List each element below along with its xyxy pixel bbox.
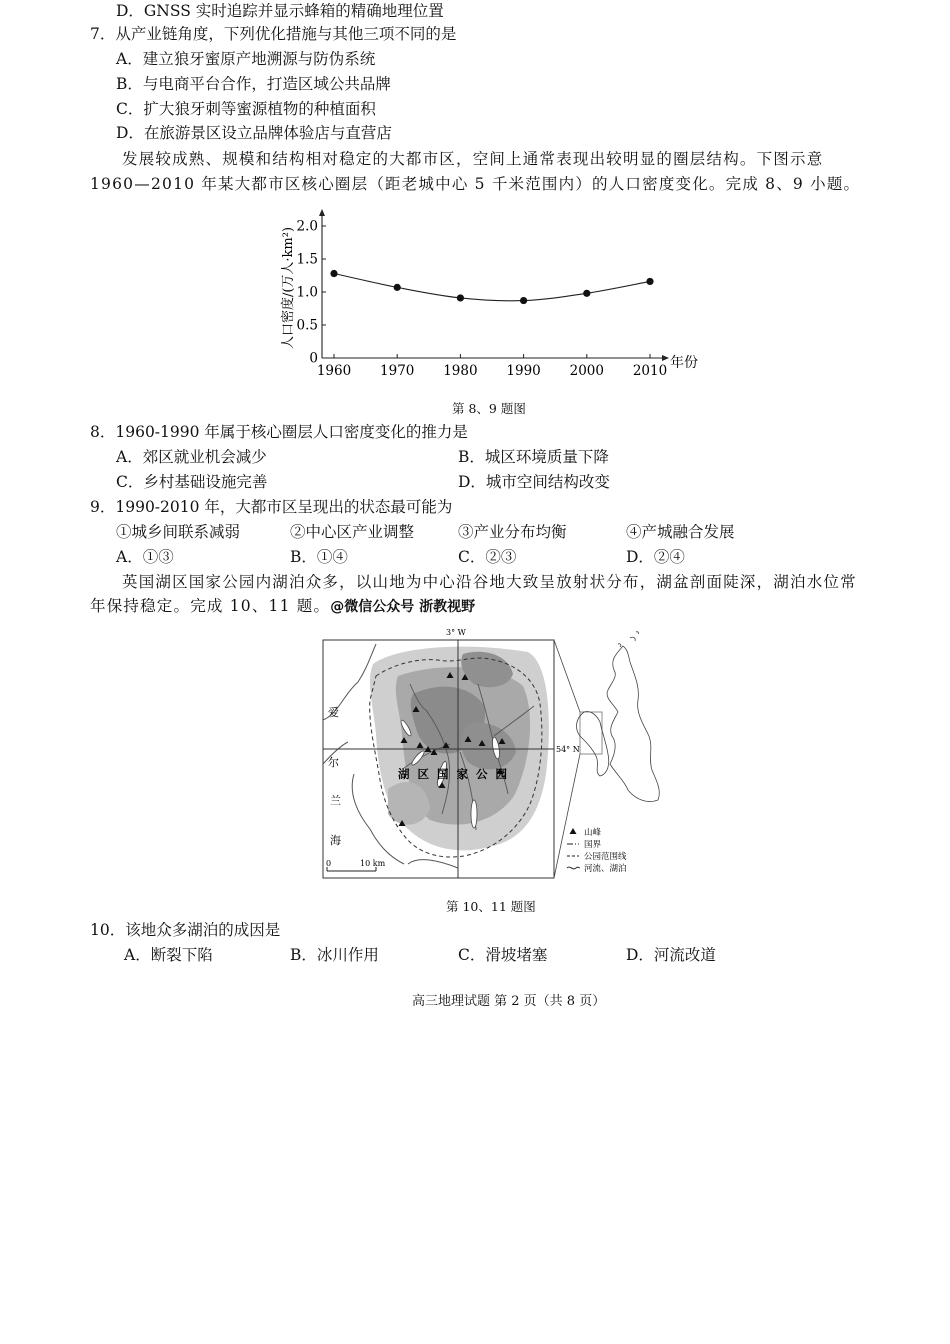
q7-option-d: D．在旅游景区设立品牌体验店与直营店	[116, 124, 392, 142]
q9-stem: 9．1990-2010 年，大都市区呈现出的状态最可能为	[90, 498, 453, 516]
sea-label-char: 尔	[328, 756, 339, 769]
svg-text:山峰: 山峰	[584, 828, 602, 838]
chart-axes	[319, 209, 669, 361]
y-tick-label: 0.5	[296, 317, 318, 334]
q9-option-d: D．②④	[626, 548, 685, 566]
q7-stem: 7．从产业链角度，下列优化措施与其他三项不同的是	[90, 25, 457, 43]
y-axis-label: 人口密度/(万人·km²)	[281, 226, 296, 350]
q10-stem: 10．该地众多湖泊的成因是	[90, 921, 281, 939]
x-axis-arrow	[662, 355, 669, 361]
q7-option-b: B．与电商平台合作，打造区域公共品牌	[116, 75, 391, 93]
data-point	[330, 270, 337, 277]
x-tick-label: 1990	[506, 363, 541, 379]
q10-option-d: D．河流改道	[626, 946, 716, 964]
svg-text:河流、湖泊: 河流、湖泊	[584, 864, 627, 874]
q9-statement-1: ①城乡间联系减弱	[116, 523, 241, 541]
sea-label-char: 爱	[328, 706, 339, 719]
svg-text:国界: 国界	[584, 840, 602, 850]
x-tick-label: 1960	[316, 363, 352, 379]
data-point	[646, 278, 653, 285]
lake-district-map	[318, 624, 670, 884]
x-tick-label: 1980	[443, 363, 478, 379]
sea-label-char: 兰	[330, 794, 341, 807]
q8-option-b: B．城区环境质量下降	[458, 448, 609, 466]
y-axis-arrow	[319, 209, 325, 216]
q8-option-a: A．郊区就业机会减少	[116, 448, 267, 466]
q9-option-a: A．①③	[116, 548, 174, 566]
q9-statement-4: ④产城融合发展	[626, 523, 735, 541]
q8-option-c: C．乡村基础设施完善	[116, 473, 268, 491]
y-tick-label: 0	[309, 350, 318, 367]
svg-text:10 km: 10 km	[360, 859, 386, 868]
x-tick-label: 2010	[632, 363, 668, 379]
passage1-line2: 1960—2010 年某大都市区核心圈层（距老城中心 5 千米范围内）的人口密度变化。完成 8、9 小题。	[90, 175, 861, 193]
watermark-text: @微信公众号 浙教视野	[330, 599, 476, 615]
series-line	[334, 274, 650, 301]
q10-option-b: B．冰川作用	[290, 946, 379, 964]
passage2-line2: 年保持稳定。完成 10、11 题。@微信公众号 浙教视野	[90, 597, 476, 615]
latitude-label: 54° N	[556, 745, 580, 754]
q6-option-d: D．GNSS 实时追踪并显示蜂箱的精确地理位置	[116, 2, 444, 20]
inset-connector	[554, 754, 580, 878]
map-legend	[567, 827, 627, 874]
x-axis-label: 年份	[670, 355, 698, 371]
terrain-shading	[370, 647, 549, 851]
population-density-chart	[270, 200, 720, 390]
y-tick-label: 1.0	[296, 284, 318, 301]
data-point	[457, 294, 464, 301]
q9-statement-3: ③产业分布均衡	[458, 523, 567, 541]
chart-points	[330, 270, 653, 304]
sea-label-char: 海	[330, 834, 341, 847]
q7-option-a: A．建立狼牙蜜原产地溯源与防伪系统	[116, 50, 376, 68]
q10-option-a: A．断裂下陷	[124, 946, 213, 964]
chart-ticks	[297, 219, 668, 380]
q8-option-d: D．城市空间结构改变	[458, 473, 610, 491]
x-tick-label: 1970	[380, 363, 415, 379]
passage1-line1: 发展较成熟、规模和结构相对稳定的大都市区，空间上通常表现出较明显的圈层结构。下图示意	[122, 150, 824, 168]
y-tick-label: 1.5	[296, 251, 318, 268]
q8-stem: 8．1960-1990 年属于核心圈层人口密度变化的推力是	[90, 423, 468, 441]
park-name: 湖 区 国 家 公 园	[398, 767, 510, 781]
x-tick-label: 2000	[569, 363, 604, 379]
y-tick-label: 2.0	[296, 218, 318, 235]
page-footer: 高三地理试题 第 2 页（共 8 页）	[412, 994, 606, 1009]
data-point	[520, 297, 527, 304]
british-isles-inset	[577, 632, 660, 802]
svg-text:0: 0	[326, 859, 332, 868]
q9-option-c: C．②③	[458, 548, 517, 566]
passage2-line1: 英国湖区国家公园内湖泊众多，以山地为中心沿谷地大致呈放射状分布，湖盆剖面陡深，湖泊水位常	[122, 573, 857, 591]
inset-connector	[554, 640, 580, 712]
svg-text:公园范围线: 公园范围线	[584, 852, 627, 862]
data-point	[394, 284, 401, 291]
q10-option-c: C．滑坡堵塞	[458, 946, 548, 964]
longitude-label: 3° W	[446, 628, 466, 637]
q9-option-b: B．①④	[290, 548, 348, 566]
map-caption: 第 10、11 题图	[446, 899, 536, 914]
peak-legend-icon	[570, 828, 577, 834]
chart-caption: 第 8、9 题图	[452, 401, 526, 416]
data-point	[583, 290, 590, 297]
q7-option-c: C．扩大狼牙刺等蜜源植物的种植面积	[116, 100, 376, 118]
q9-statement-2: ②中心区产业调整	[290, 523, 415, 541]
